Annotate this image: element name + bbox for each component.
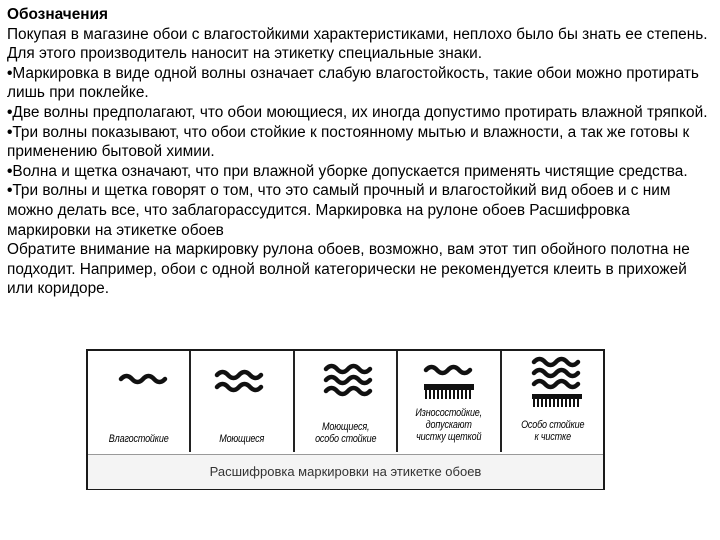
bullet-item xyxy=(7,181,712,240)
figure-caption: Расшифровка маркировки на этикетке обоев xyxy=(88,454,603,489)
bullet-item xyxy=(7,162,712,182)
symbol-label: Влагостойкие xyxy=(108,433,169,445)
closing-paragraph: Обратите внимание на маркировку рулона обоев, возможно, вам этот тип обойного полотна не подходит. Например, обои с одной волной категорически не рекомендуется клеить в прихожей или коридоре. xyxy=(7,241,690,298)
bullet-dot: • xyxy=(7,162,13,180)
bullet-item xyxy=(7,64,712,103)
bullet-text: Маркировка в виде одной волны означает слабую влагостойкость, такие обои можно протирать лишь при поклейке. xyxy=(7,64,699,102)
symbol-label: Моющиеся, особо стойкие xyxy=(314,421,377,445)
bullet-dot: • xyxy=(7,182,13,200)
symbol-cell-highly-scrubbable xyxy=(502,351,603,452)
wallpaper-symbols-figure xyxy=(86,349,605,490)
article-title: Обозначения xyxy=(7,6,109,23)
bullet-dot: • xyxy=(7,123,13,141)
bullet-dot: • xyxy=(7,103,13,121)
bullet-text: Три волны показывают, что обои стойкие к постоянному мытью и влажности, а так же готовы к применению бытовой химии. xyxy=(7,123,690,161)
symbol-label: Особо стойкие к чистке xyxy=(520,419,584,443)
bullet-text: Две волны предполагают, что обои моющиеся, их иногда допустимо протирать влажной тряпкой. xyxy=(12,103,708,121)
bullet-dot: • xyxy=(7,64,13,82)
bullet-item xyxy=(7,123,712,162)
bullet-text: Волна и щетка означают, что при влажной уборке допускается применять чистящие средства. xyxy=(12,162,688,180)
bullet-text: Три волны и щетка говорят о том, что это самый прочный и влагостойкий вид обоев и с ним можно делать все, что заблагорассудится. Маркировка на рулоне обоев Расшифровка маркировки на этикетке обоев xyxy=(7,182,671,239)
symbol-cell-scrubbable xyxy=(398,351,501,452)
bullet-item xyxy=(7,103,712,123)
symbol-label: Моющиеся xyxy=(219,433,265,445)
symbol-label: Износостойкие, допускают чистку щеткой xyxy=(415,407,483,443)
symbol-cell-super-washable xyxy=(295,351,398,452)
symbol-row xyxy=(88,351,603,452)
symbol-cell-washable-light xyxy=(88,351,191,452)
symbol-cell-washable xyxy=(191,351,294,452)
article-text xyxy=(7,5,712,299)
intro-paragraph: Покупая в магазине обои с влагостойкими характеристиками, неплохо было бы знать ее степень. Для этого производитель наносит на этикетку специальные знаки. xyxy=(7,25,708,63)
